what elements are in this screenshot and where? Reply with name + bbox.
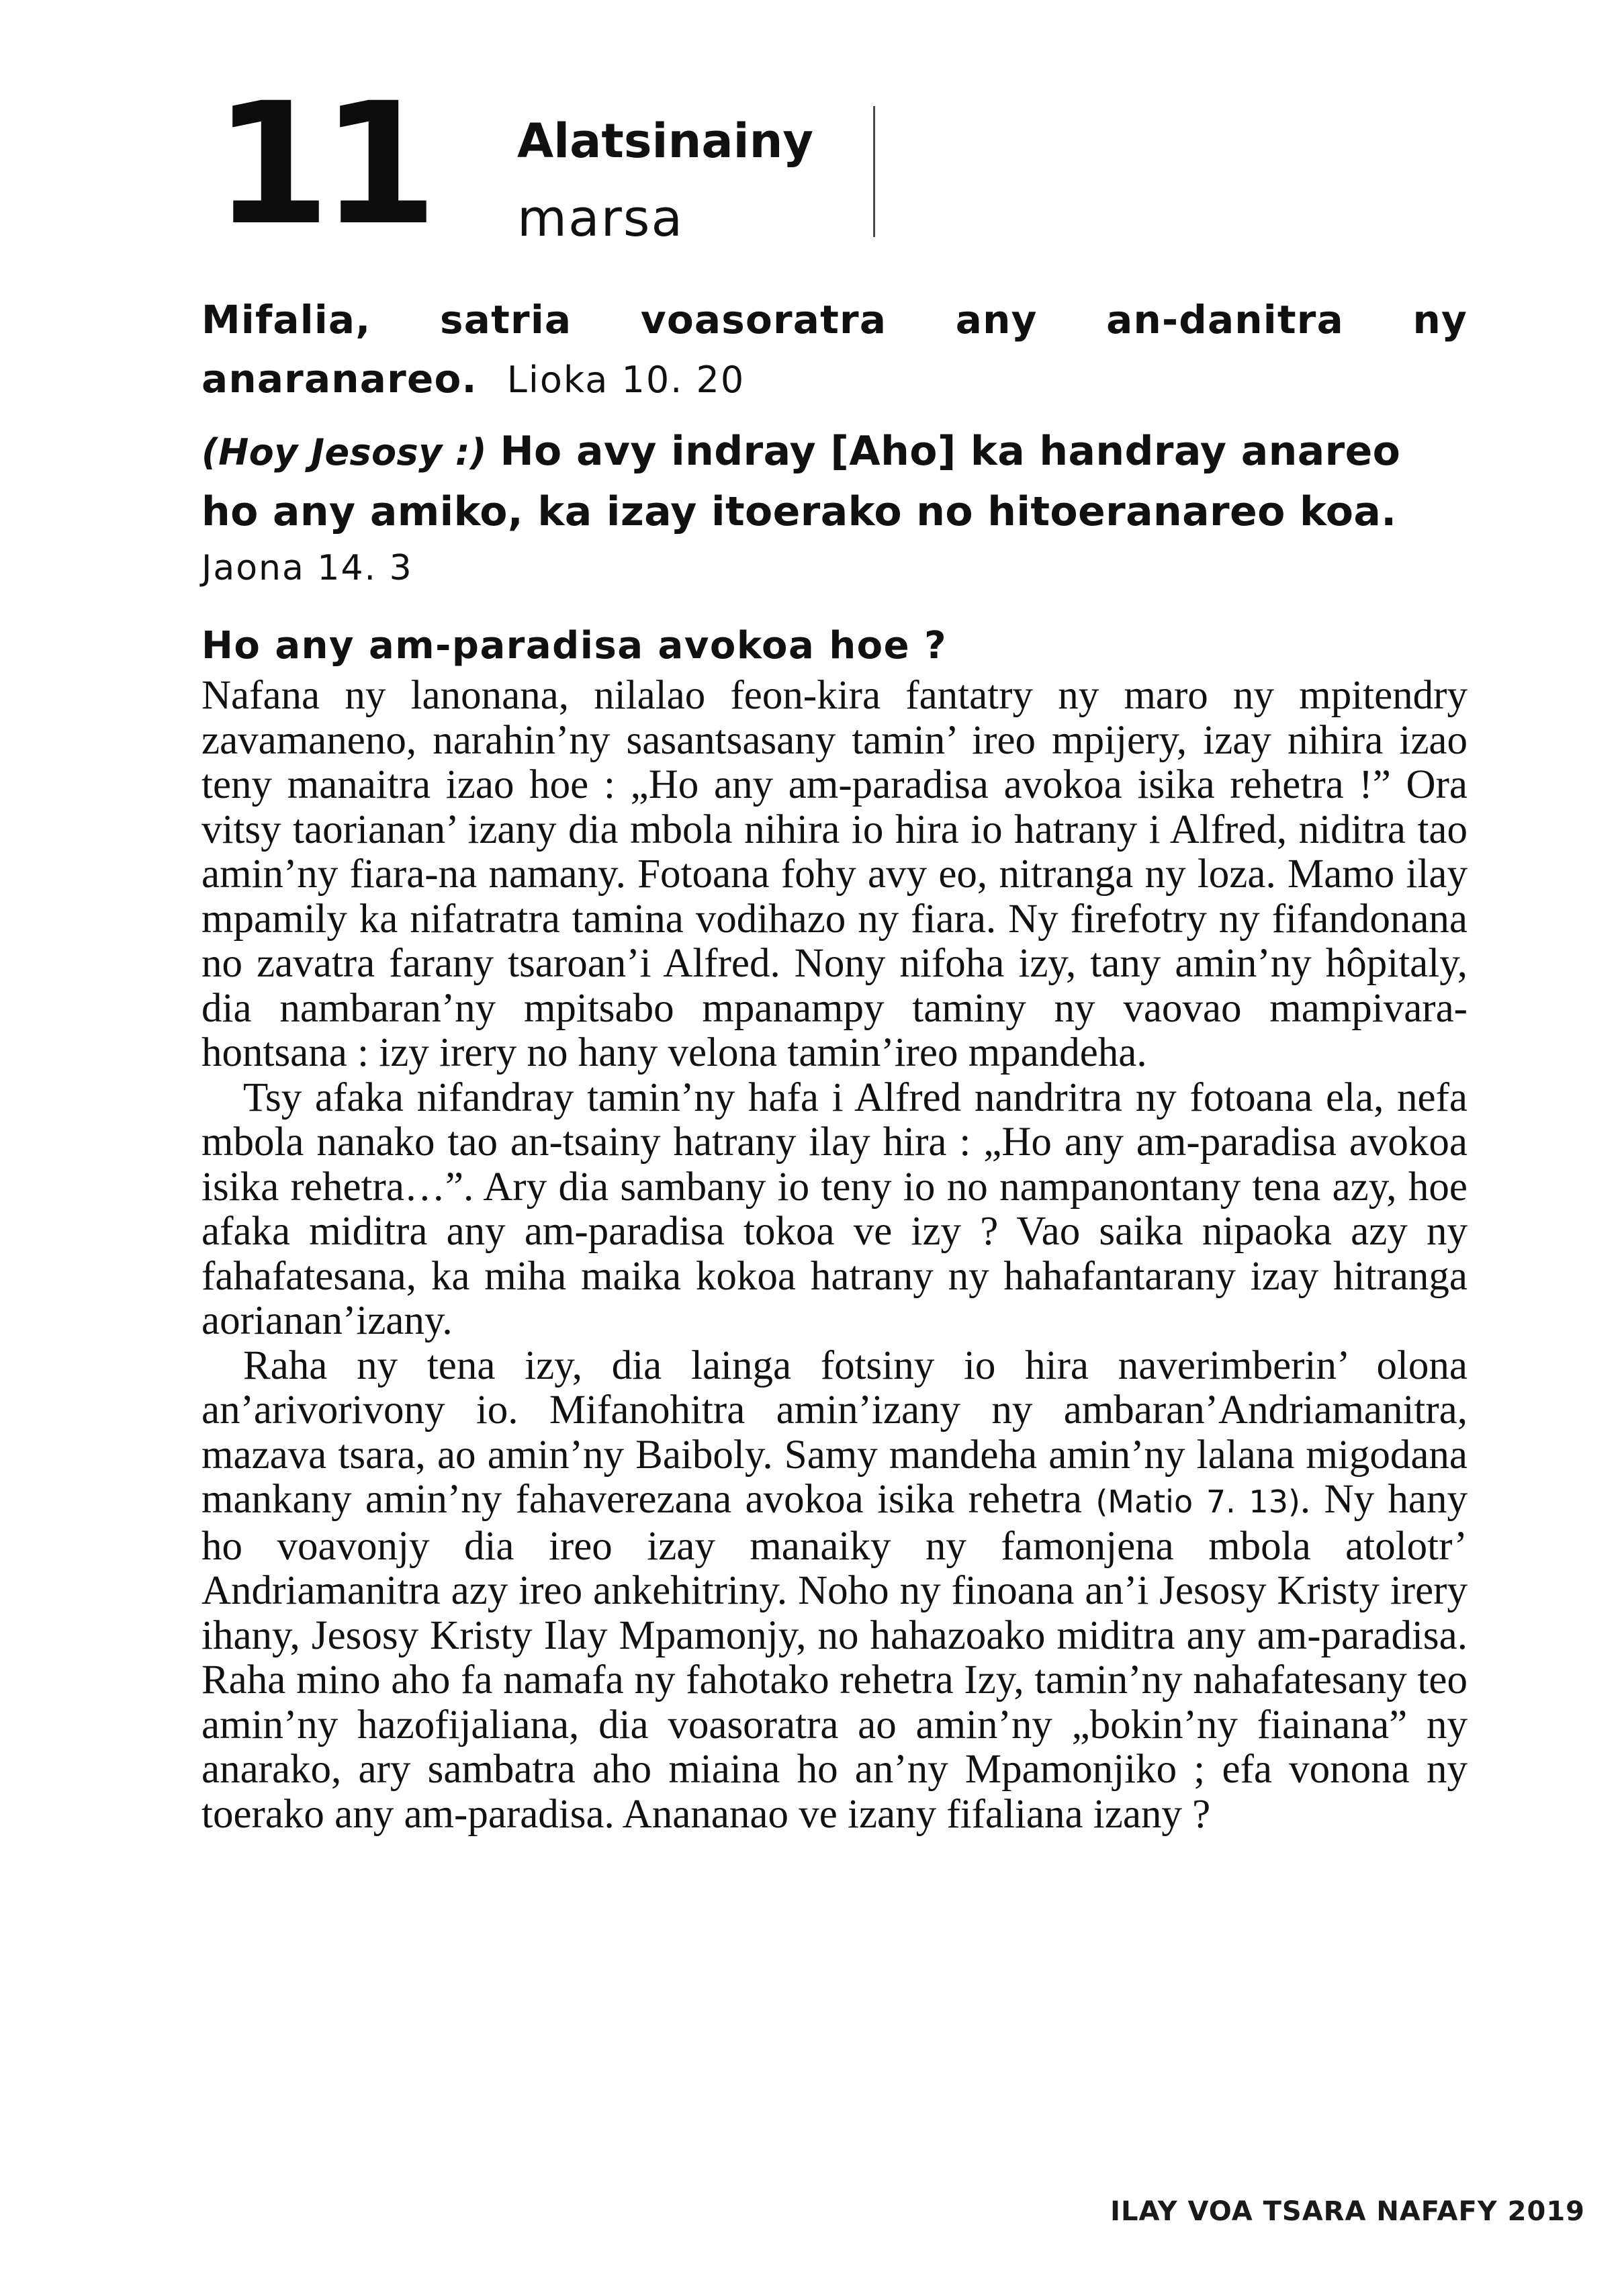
header-divider	[873, 106, 875, 237]
article-paragraph	[201, 1344, 1468, 1837]
paragraph-text: . Ny hany ho voavonjy dia ireo izay manaiky ny famonjena mbola atolotr’ Andriamanitra azy ireo ankehitriny. Noho ny finoana an’i Jesosy Kristy irery ihany, Jesosy Kristy Ilay Mpamonjy, no hahazoako miditra any am-paradisa. Raha mino aho fa namafa ny fahotako rehetra Izy, tamin’ny nahafatesany teo amin’ny hazofijaliana, dia voasoratra ao amin’ny „bokin’ny fiainana” ny anarako, ary sambatra aho miaina ho an’ny Mpamonjiko ; efa vonona ny toerako any am-paradisa. Anananao ve izany fifaliana izany ?	[201, 1477, 1468, 1837]
inline-bible-reference: (Matio 7. 13)	[1095, 1484, 1300, 1520]
article-paragraph: Nafana ny lanonana, nilalao feon-kira fantatry ny maro ny mpitendry zavamaneno, narahin’ny sasantsasany tamin’ ireo mpijery, izay nihira izao teny manaitra izao hoe : „Ho any am-paradisa avokoa isika rehetra !” Ora vitsy taorianan’ izany dia mbola nihira io hira io hatrany i Alfred, niditra tao amin’ny fiara-na namany. Fotoana fohy avy eo, nitranga ny loza. Mamo ilay mpamily ka nifatratra tamina vodihazo ny fiara. Ny firefotry ny fifandonana no zavatra farany tsaroan’i Alfred. Nony nifoha izy, tany amin’ny hôpitaly, dia nambaran’ny mpitsabo mpanampy taminy ny vaovao mampivarahontsana : izy irery no hany velona tamin’ireo mpandeha.	[201, 673, 1468, 1075]
verse-1	[201, 290, 1468, 410]
article-paragraph: Tsy afaka nifandray tamin’ny hafa i Alfred nandritra ny fotoana ela, nefa mbola nanako tao an-tsainy hatrany ilay hira : „Ho any am-paradisa avokoa isika rehetra…”. Ary dia sambany io teny io no nampanontany tena azy, hoe afaka miditra any am-paradisa tokoa ve izy ? Vao saika nipaoka azy ny fahafatesana, ka miha maika kokoa hatrany ny hahafantarany izay hitranga aorianan’izany.	[201, 1075, 1468, 1343]
article-title: Ho any am-paradisa avokoa hoe ?	[201, 624, 948, 668]
verse-2	[201, 422, 1468, 595]
verse-1-text: Mifalia, satria voasoratra any an-danitra ny anaranareo.	[201, 297, 1468, 402]
day-number: 11	[214, 66, 428, 262]
verse-2-reference: Jaona 14. 3	[201, 548, 413, 588]
verse-2-text: Ho avy indray [Aho] ka handray anareo ho any amiko, ka izay itoerako no hitoeranareo koa.	[201, 428, 1401, 535]
weekday-label: Alatsinainy	[517, 113, 814, 169]
month-label: marsa	[517, 188, 684, 248]
verse-1-reference: Lioka 10. 20	[506, 359, 746, 401]
footer-publication-title: ILAY VOA TSARA NAFAFY 2019	[1110, 2196, 1585, 2227]
paragraph-text: Raha ny tena izy, dia lainga fotsiny io hira naverimberin’ olona an’arivorivony io. Mifanohitra amin’izany ny ambaran’Andriamanitra, mazava tsara, ao amin’ny Baiboly. Samy mandeha amin’ny lalana migodana mankany amin’ny fahaverezana avokoa isika rehetra	[201, 1343, 1468, 1522]
verse-2-intro: (Hoy Jesosy :)	[201, 431, 487, 473]
article-body	[201, 674, 1468, 1837]
